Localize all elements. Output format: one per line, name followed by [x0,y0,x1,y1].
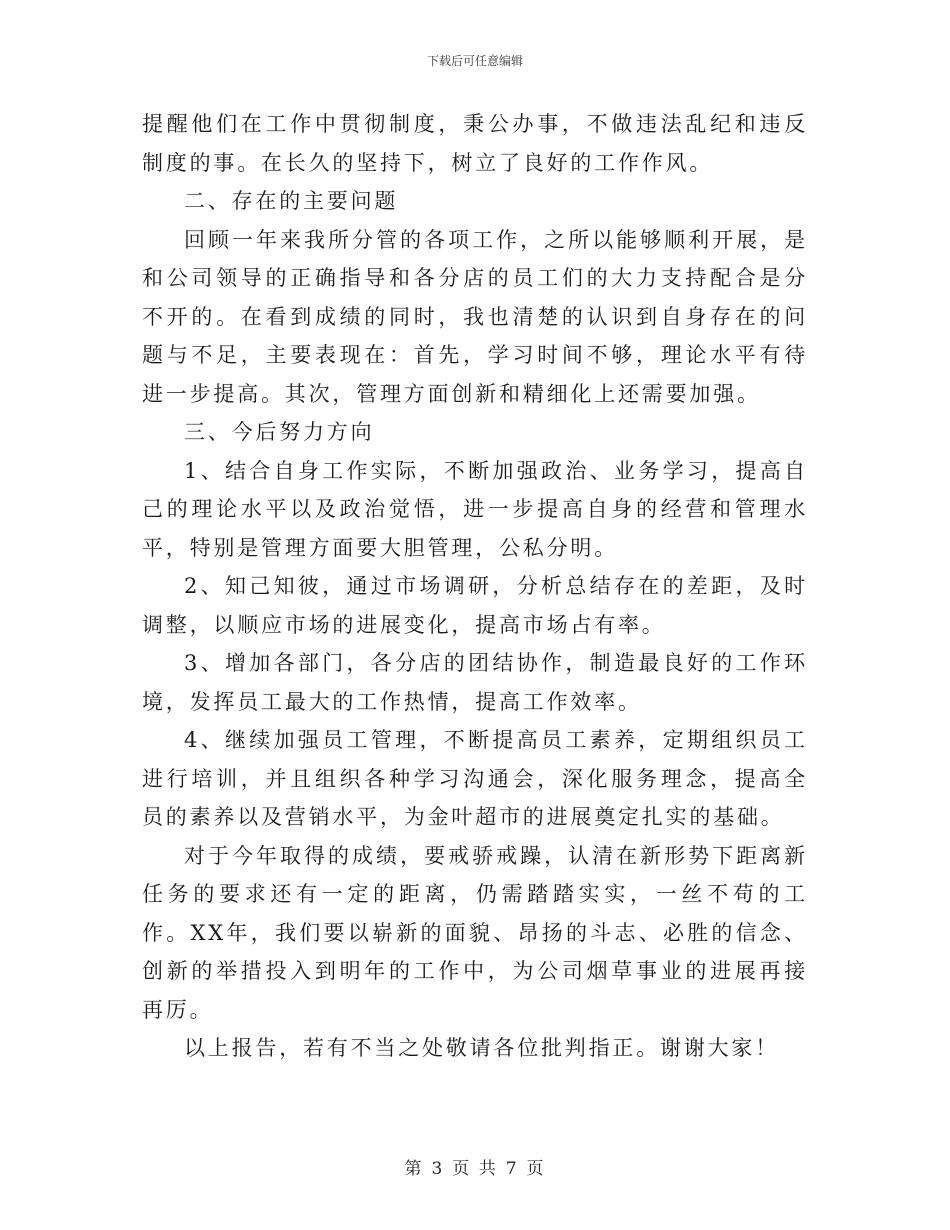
list-item-4: 4、继续加强员工管理，不断提高员工素养，定期组织员工进行培训，并且组织各种学习沟通会，深化服务理念，提高全员的素养以及营销水平，为金叶超市的进展奠定扎实的基础。 [142,728,808,829]
footer-prefix: 第 [404,1159,424,1179]
paragraph-outlook: 对于今年取得的成绩，要戒骄戒躁，认清在新形势下距离新任务的要求还有一定的距离，仍需踏踏实实，一丝不苟的工作。XX年，我们要以崭新的面貌、昂扬的斗志、必胜的信念、创新的举措投入到明年的工作中，为公司烟草事业的进展再接再厉。 [142,843,808,1022]
footer-suffix: 页 [526,1159,546,1179]
footer-current-page: 3 [431,1159,445,1179]
list-item-3: 3、增加各部门，各分店的团结协作，制造最良好的工作环境，发挥员工最大的工作热情，提高工作效率。 [142,651,808,714]
paragraph-closing: 以上报告，若有不当之处敬请各位批判指正。谢谢大家！ [184,1036,779,1060]
footer-middle: 页 共 [452,1159,498,1179]
section-heading-problems: 二、存在的主要问题 [184,189,399,213]
footer-total-pages: 7 [505,1159,519,1179]
list-item-1: 1、结合自身工作实际，不断加强政治、业务学习，提高自己的理论水平以及政治觉悟，进一步提高自身的经营和管理水平，特别是管理方面要大胆管理，公私分明。 [142,458,808,560]
list-item-2: 2、知己知彼，通过市场调研，分析总结存在的差距，及时调整，以顺应市场的进展变化，提高市场占有率。 [142,574,808,637]
page-number-footer [0,1154,950,1179]
page-header-note: 下载后可任意编辑 [426,54,523,68]
paragraph-review: 回顾一年来我所分管的各项工作，之所以能够顺利开展，是和公司领导的正确指导和各分店的员工们的大力支持配合是分不开的。在看到成绩的同时，我也清楚的认识到自身存在的问题与不足，主要表现在：首先，学习时间不够，理论水平有待进一步提高。其次，管理方面创新和精细化上还需要加强。 [142,227,808,406]
paragraph-continuation: 提醒他们在工作中贯彻制度，秉公办事，不做违法乱纪和违反制度的事。在长久的坚持下，树立了良好的工作作风。 [142,112,808,175]
document-body [142,105,808,1068]
section-heading-direction: 三、今后努力方向 [184,420,375,444]
